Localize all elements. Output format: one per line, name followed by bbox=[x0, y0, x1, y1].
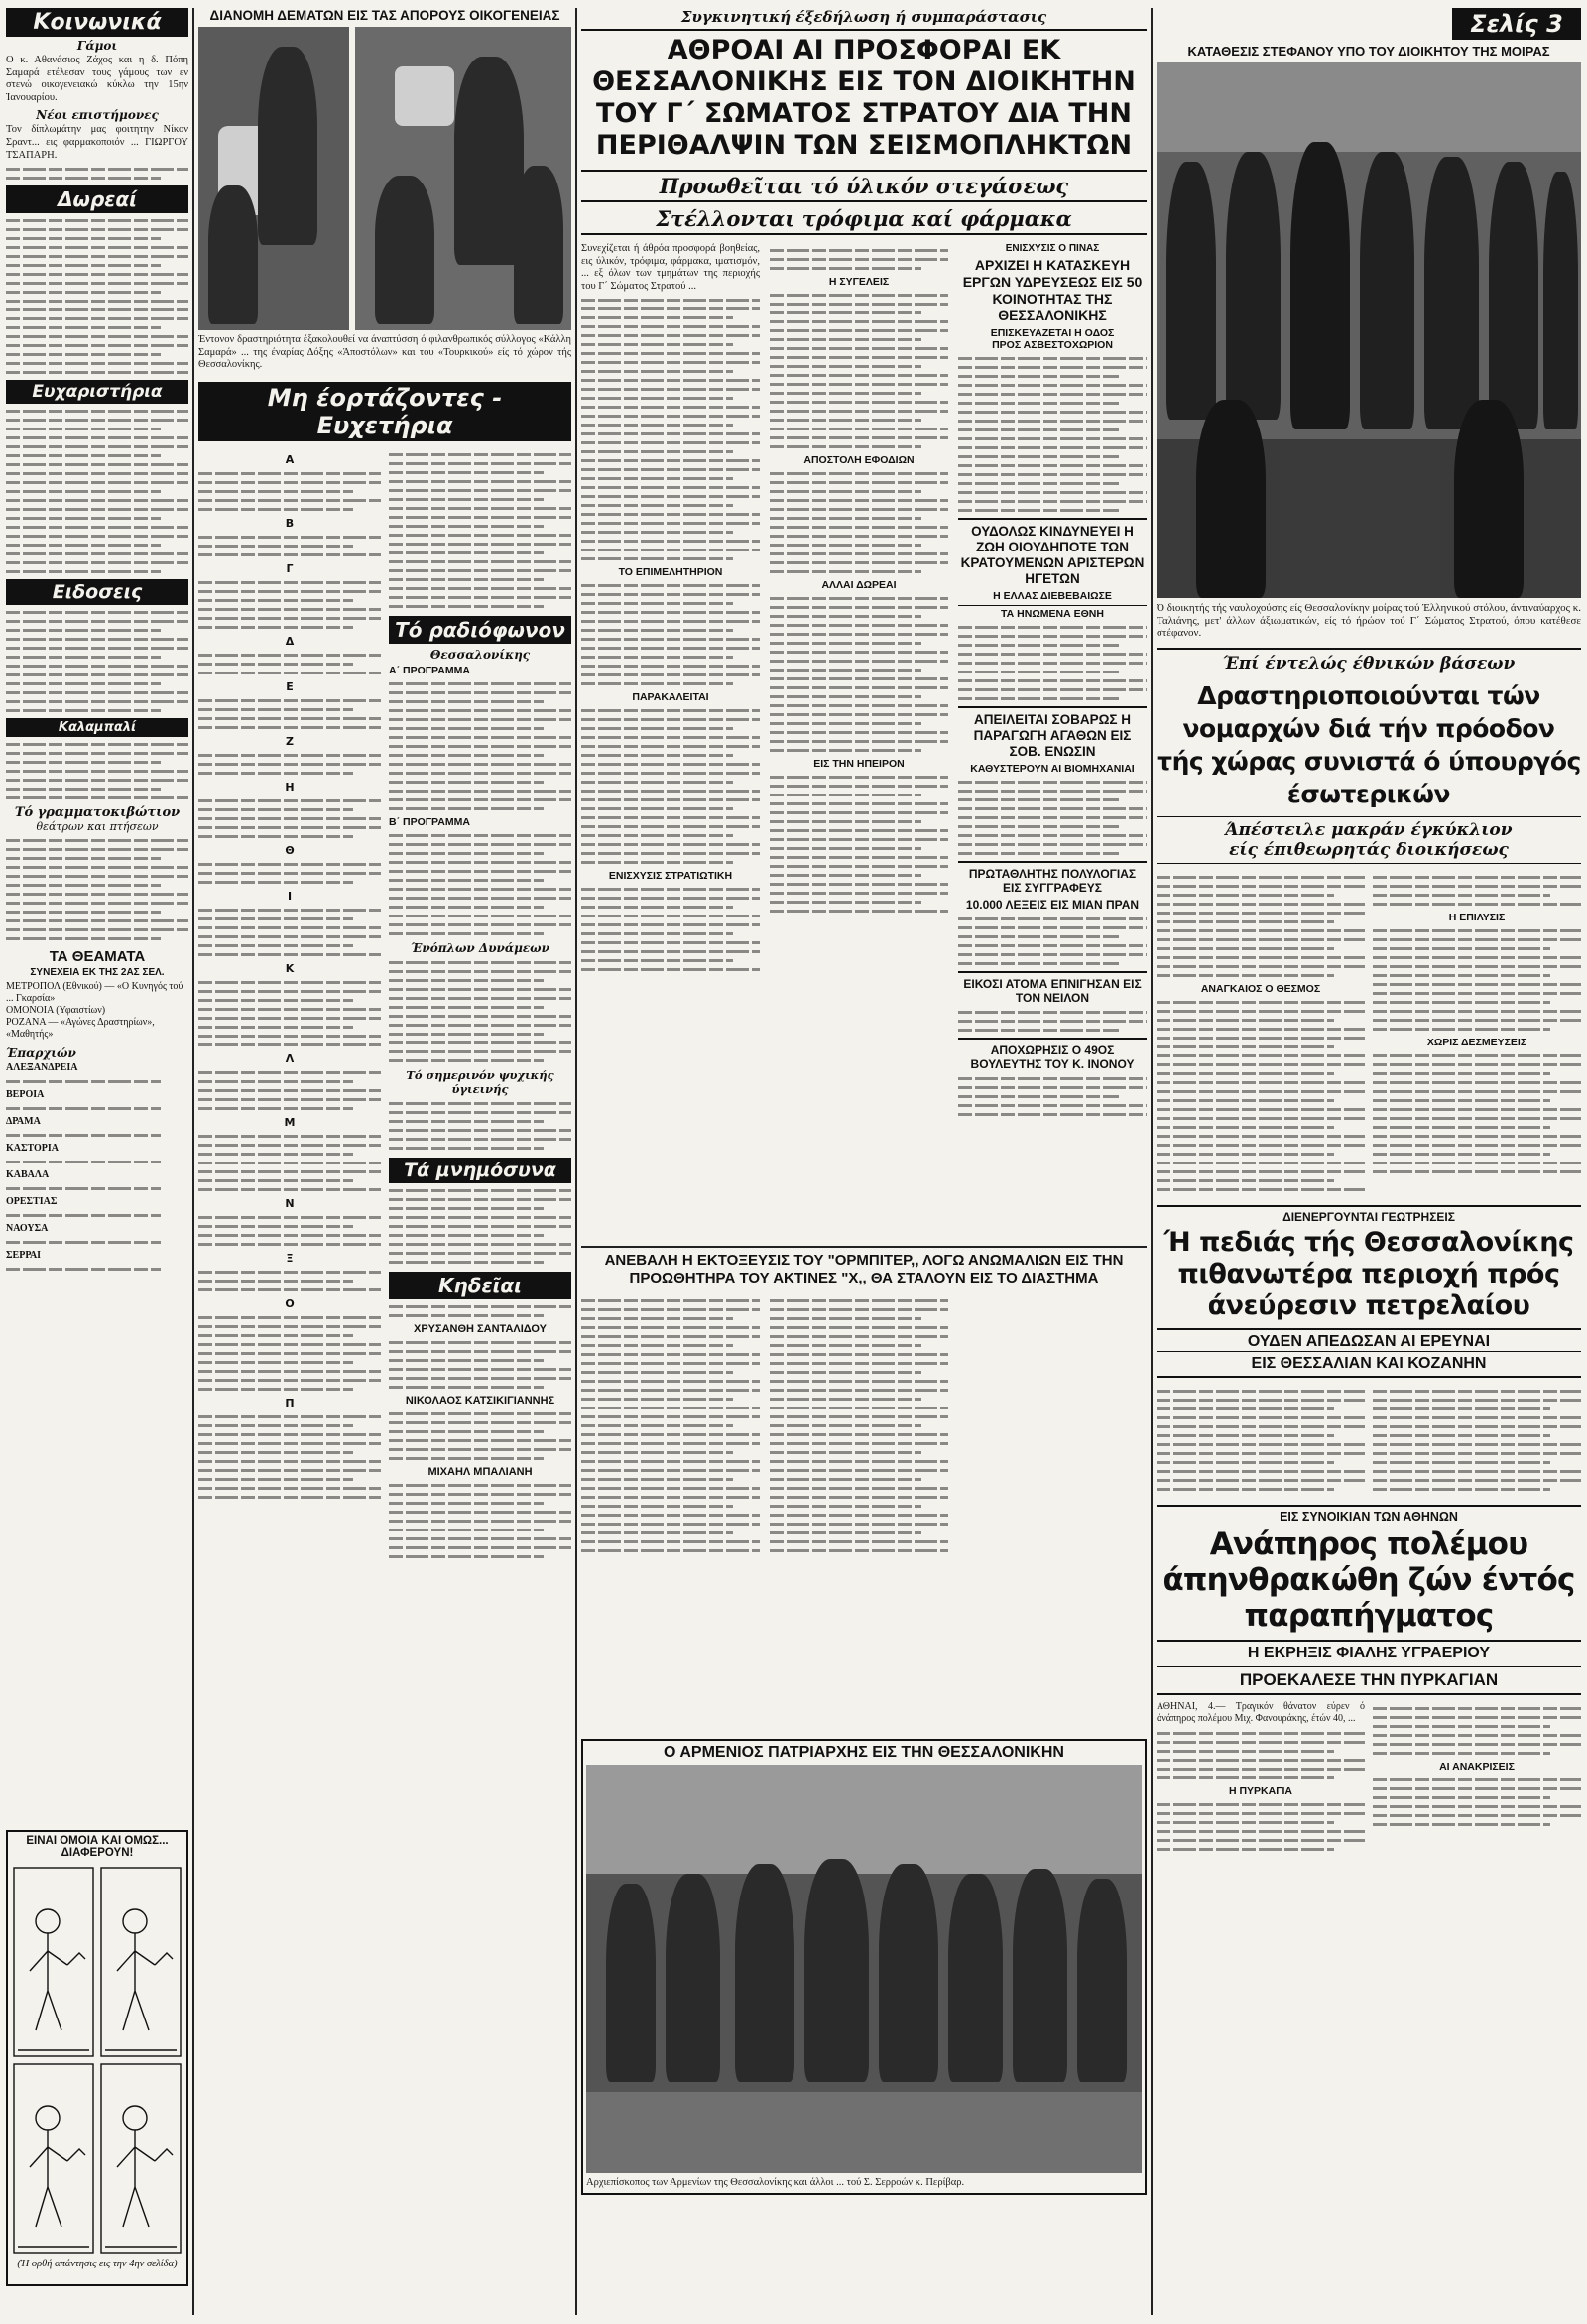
oudon-sub: ΟΥΔΕΝ ΑΠΕΔΩΣΑΝ ΑΙ ΕΡΕΥΝΑΙ bbox=[1157, 1328, 1581, 1351]
ethnikon-kicker: Έπί έντελώς έθνικών βάσεων bbox=[1157, 648, 1581, 673]
theamata-item: ΔΡΑΜΑ bbox=[6, 1116, 41, 1128]
cartoon-box bbox=[6, 1830, 188, 2286]
column-rule bbox=[575, 8, 577, 2315]
dras-headline: Δραστηριοποιούνται τών νομαρχών διά τήν πρόοδον τής χώρας συνιστά ό ύπουργός έσωτερικών bbox=[1157, 680, 1581, 808]
theamata-item: ΒΕΡΟΙΑ bbox=[6, 1089, 45, 1101]
photo-dianomi-right bbox=[355, 27, 571, 330]
orbiter-headline: ΑΝΕΒΑΛΗ Η ΕΚΤΟΞΕΥΣΙΣ ΤΟΥ "ΟΡΜΠΙΤΕΡ,, ΛΟΓΩ ΑΝΩΜΑΛΙΩΝ ΕΙΣ ΤΗΝ ΠΡΟΩΘΗΤΗΡΑ ΤΟΥ ΑΚΤΙΝΕΣ "Χ,, ΘΑ ΣΤΑΛΟΥΝ ΕΙΣ ΤΟ ΔΙΑΣΤΗΜΑ bbox=[604, 1252, 1124, 1286]
kideia-name: ΝΙΚΟΛΑΟΣ ΚΑΤΣΙΚΙΓΙΑΝΝΗΣ bbox=[405, 1394, 555, 1407]
alphabet-letter: Ι bbox=[287, 889, 293, 903]
enoplon-label: Ένόπλων Δυνάμεων bbox=[411, 940, 549, 955]
subhead-stratos: ΕΝΙΣΧΥΣΙΣ ΣΤΡΑΤΙΩΤΙΚΗ bbox=[608, 870, 733, 883]
alphabet-letter: Π bbox=[285, 1396, 295, 1409]
kideiai-header: Κηδεῖαι bbox=[389, 1272, 571, 1299]
main-subheading-2: Στέλλονται τρόφιμα καί φάρμακα bbox=[581, 206, 1147, 235]
alphabet-letter: Ο bbox=[285, 1296, 295, 1310]
sim-ygieini-label: Τό σημερινόν ψυχικής ύγιεινής bbox=[406, 1067, 554, 1096]
alphabet-letter: Μ bbox=[284, 1115, 296, 1129]
ta-theamata-title: ΤΑ ΘΕΑΜΑΤΑ bbox=[49, 948, 146, 966]
doreai-header: Δωρεαί bbox=[6, 185, 188, 213]
agenda-header: Καλαμπαλί bbox=[6, 718, 188, 737]
a-programma-label: Α΄ ΠΡΟΓΡΑΜΜΑ bbox=[389, 664, 470, 676]
alphabet-letter: Θ bbox=[285, 843, 295, 857]
alphabet-letter: Κ bbox=[285, 961, 295, 975]
column-rule bbox=[1151, 8, 1153, 2315]
story-col-b bbox=[770, 243, 948, 1122]
page-number-label: Σελίς 3 bbox=[1452, 8, 1581, 40]
theamata-item: ΑΛΕΞΑΝΔΡΕΙΑ bbox=[6, 1062, 78, 1074]
alphabet-letter: Δ bbox=[285, 634, 295, 648]
column-events bbox=[198, 8, 571, 2315]
alphabet-letter: Ξ bbox=[286, 1251, 294, 1265]
box-sub-asvestoxorion: ΠΡΟΣ ΑΣΒΕΣΤΟΧΩΡΙΟΝ bbox=[992, 339, 1113, 351]
column-rule bbox=[192, 8, 194, 2315]
armenian-patriarch-story bbox=[581, 1739, 1147, 2195]
photo-title-dianomi: ΔΙΑΝΟΜΗ ΔΕΜΑΤΩΝ ΕΙΣ ΤΑΣ ΑΠΟΡΟΥΣ ΟΙΚΟΓΕΝΕΙΑΣ bbox=[209, 8, 560, 23]
box-title-neilos: ΕΙΚΟΣΙ ΑΤΟΜΑ ΕΠΝΙΓΗΣΑΝ ΕΙΣ ΤΟΝ ΝΕΙΛΟΝ bbox=[958, 971, 1147, 1005]
theamata-item: ΡΟΖΑΝΑ — «Αγώνες Δραστηρίων», «Μαθητής» bbox=[6, 1017, 155, 1040]
koinonika-header: Κοινωνικά bbox=[6, 8, 188, 37]
theamata-item: ΟΡΕΣΤΙΑΣ bbox=[6, 1196, 58, 1208]
grammatodos-sub: θεάτρων και πτήσεων bbox=[36, 820, 159, 834]
gamoi-text: Ο κ. Αθανάσιος Ζάχος και η δ. Πόπη Σαμαρά ετέλεσαν τους γάμους των εν στενώ οικογενειακώ κύκλω την 15ην Ίανουαρίου. bbox=[6, 55, 188, 103]
photo-katathesis bbox=[1157, 62, 1581, 598]
main-headline: ΑΘΡΟΑΙ ΑΙ ΠΡΟΣΦΟΡΑΙ ΕΚ ΘΕΣΣΑΛΟΝΙΚΗΣ ΕΙΣ ΤΟΝ ΔΙΟΙΚΗΤΗΝ ΤΟΥ Γ΄ ΣΩΜΑΤΟΣ ΣΤΡΑΤΟΥ ΔΙΑ ΤΗΝ ΠΕΡΙΘΑΛΨΙΝ ΤΩΝ ΣΕΙΣΜΟΠΛΗΚΤΩΝ bbox=[592, 35, 1136, 161]
katathesis-caption: Ό διοικητής τής ναυλοχούσης είς Θεσσαλονίκην μοίρας τού Έλληνικού στόλου, άντιναύαρχος κ. Ταλιάνης, μετ' άλλων άξιωματικών, είς τό ήρώον τού Γ΄ Σώματος Στρατού, όπου κατέθεσε στέφανον. bbox=[1157, 602, 1581, 640]
eidoseis-header: Ειδοσεις bbox=[6, 579, 188, 605]
neoi-text: Τον δίπλωμάτην μας φοιτητην Νίκον Σραντ... εις φαρμακοποιόν ... ΓΙΩΡΓΟΥ ΤΣΑΠΑΡΗ. bbox=[6, 124, 188, 161]
proklese-sub: ΠΡΟΕΚΑΛΕΣΕ ΤΗΝ ΠΥΡΚΑΓΙΑΝ bbox=[1157, 1666, 1581, 1695]
anapiros-headline: Ανάπηρος πολέμου άπηνθρακώθη ζών έντός παραπήγματος bbox=[1162, 1526, 1575, 1634]
subhead-s3: Η ΣΥΓΕΛΕΙΣ bbox=[828, 276, 890, 288]
main-story-body bbox=[581, 243, 1147, 1122]
box-title-kratoumenon: ΟΥΔΟΛΩΣ ΚΙΝΔΥΝΕΥΕΙ Η ΖΩΗ ΟΙΟΥΔΗΠΟΤΕ ΤΩΝ ΚΡΑΤΟΥΜΕΝΩΝ ΑΡΙΣΤΕΡΩΝ ΗΓΕΤΩΝ bbox=[958, 518, 1147, 587]
subhead-anagkaios: ΑΝΑΓΚΑΙΟΣ Ο ΘΕΣΜΟΣ bbox=[1200, 982, 1321, 995]
dienergountai-kicker: ΔΙΕΝΕΡΓΟΥΝΤΑΙ ΓΕΩΤΡΗΣΕΙΣ bbox=[1157, 1205, 1581, 1224]
box-title-vouleutis: ΑΠΟΧΩΡΗΣΙΣ Ο 49ΟΣ ΒΟΥΛΕΥΤΗΣ ΤΟΥ Κ. ΙΝΟΝΟΥ bbox=[958, 1038, 1147, 1071]
theamata-item: ΚΑΒΑΛΑ bbox=[6, 1169, 50, 1181]
theamata-item: ΜΕΤΡΟΠΟΛ (Εθνικού) — «Ο Κυνηγός τού ... Γκαρσία» bbox=[6, 981, 183, 1005]
photo-caption-dianomi: Έντονον δραστηριότητα έξακολουθεί να άναπτύσση ό φιλανθρωπικός σύλλογος «Κάλλη Σαμαρά» ... της έναρίας Δόξης «Άποστόλων» και του «Τουρκικού» είς τό χώρον τής Θεσσαλονίκης. bbox=[198, 334, 571, 371]
kideia-name: ΧΡΥΣΑΝΘΗ ΣΑΝΤΑΛΙΔΟΥ bbox=[414, 1322, 547, 1335]
box-title-ydreuseos: ΑΡΧΙΖΕΙ Η ΚΑΤΑΣΚΕΥΗ ΕΡΓΩΝ ΥΔΡΕΥΣΕΩΣ ΕΙΣ 50 ΚΟΙΝΟΤΗΤΑΣ ΤΗΣ ΘΕΣΣΑΛΟΝΙΚΗΣ bbox=[962, 257, 1143, 323]
theamata-item: ΟΜΟΝΟΙΑ (Υφαιστίων) bbox=[6, 1005, 106, 1017]
main-subheading-1: Προωθεῖται τό ύλικόν στεγάσεως bbox=[581, 170, 1147, 202]
story-col-c bbox=[958, 243, 1147, 1122]
box-sub-ellas: Η ΕΛΛΑΣ ΔΙΕΒΕΒΑΙΩΣΕ bbox=[993, 590, 1112, 602]
eucharistiria-header: Ευχαριστήρια bbox=[6, 380, 188, 404]
eortazontes-left-col bbox=[198, 447, 381, 1564]
theamata-item: ΚΑΣΤΟΡΙΑ bbox=[6, 1143, 60, 1155]
alphabet-letter: Ν bbox=[285, 1196, 295, 1210]
story-lead-paragraph: Συνεχίζεται ή άθρόα προσφορά βοηθείας, εις ύλικόν, τρόφιμα, φάρμακα, ιματισμόν, ... εξ όλων των τμημάτων της περιοχής του Γ΄ Σώματος Στρατού ... bbox=[581, 243, 760, 292]
subhead-anakriseis: ΑΙ ΑΝΑΚΡΙΣΕΙΣ bbox=[1439, 1760, 1515, 1773]
armenian-caption: Αρχιεπίσκοπος των Αρμενίων της Θεσσαλονίκης και άλλοι ... τού Σ. Σερροών κ. Περίβαρ. bbox=[586, 2177, 965, 2188]
box-sub-odos: ΕΠΙΣΚΕΥΑΖΕΤΑΙ Η ΟΔΟΣ bbox=[990, 327, 1115, 339]
mi-eortazontes-header: Μη έορτάζοντες - Ευχετήρια bbox=[198, 382, 571, 441]
katathesis-title: ΚΑΤΑΘΕΣΙΣ ΣΤΕΦΑΝΟΥ ΥΠΟ ΤΟΥ ΔΙΟΙΚΗΤΟΥ ΤΗΣ ΜΟΙΡΑΣ bbox=[1187, 44, 1550, 59]
sinecheia-note: ΣΥΝΕΧΕΙΑ ΕΚ ΤΗΣ 2ΑΣ ΣΕΛ. bbox=[30, 967, 165, 979]
orbiter-story bbox=[581, 1246, 1147, 1558]
story-col-a bbox=[581, 243, 760, 1122]
gamoi-label: Γάμοι bbox=[76, 39, 118, 53]
box-sub-viomixaniai: ΚΑΘΥΣΤΕΡΟΥΝ ΑΙ ΒΙΟΜΗΧΑΝΙΑΙ bbox=[970, 763, 1135, 775]
eortazontes-right-col bbox=[389, 447, 571, 1564]
kideia-name: ΜΙΧΑΗΛ ΜΠΑΛΙΑΝΗ bbox=[427, 1465, 533, 1478]
story-kicker: Συγκινητική έξεδήλωση ή συμπαράστασις bbox=[581, 8, 1147, 31]
cartoon-illustration bbox=[8, 1862, 186, 2259]
eis-epitheorites-sub: είς έπιθεωρητάς διοικήσεως bbox=[1157, 840, 1581, 864]
photo-dianomi-left bbox=[198, 27, 349, 330]
alphabet-letter: Η bbox=[285, 780, 295, 794]
subhead-allai: ΑΛΛΑΙ ΔΩΡΕΑΙ bbox=[821, 579, 897, 591]
subhead-apostoli: ΑΠΟΣΤΟΛΗ ΕΦΟΔΙΩΝ bbox=[803, 454, 915, 466]
neoi-label: Νέοι επιστήμονες bbox=[36, 108, 159, 123]
subhead-epilusis: Η ΕΠΙΛΥΣΙΣ bbox=[1448, 911, 1506, 923]
subhead-parakaleite: ΠΑΡΑΚΑΛΕΙΤΑΙ bbox=[632, 691, 709, 704]
ekriksis-sub: Η ΕΚΡΗΞΙΣ ΦΙΑΛΗΣ ΥΓΡΑΕΡΙΟΥ bbox=[1157, 1640, 1581, 1662]
synoikian-kicker: ΕΙΣ ΣΥΝΟΙΚΙΑΝ ΤΩΝ ΑΘΗΝΩΝ bbox=[1157, 1505, 1581, 1524]
dras-story-body bbox=[1157, 870, 1581, 1197]
ta-mnimosyna-header: Τά μνημόσυνα bbox=[389, 1158, 571, 1183]
box-title-lekseis: 10.000 ΛΕΞΕΙΣ ΕΙΣ ΜΙΑΝ ΠΡΑΝ bbox=[965, 898, 1140, 912]
alphabet-letter: Ε bbox=[286, 679, 294, 693]
column-right bbox=[1157, 8, 1581, 2315]
to-radiofonon-header: Τό ραδιόφωνον bbox=[389, 616, 571, 644]
box-enisxysis-kicker: ΕΝΙΣΧΥΣΙΣ Ο ΠΙΝΑΣ bbox=[1005, 243, 1100, 254]
box-title-paragogi: ΑΠΕΙΛΕΙΤΑΙ ΣΟΒΑΡΩΣ Η ΠΑΡΑΓΩΓΗ ΑΓΑΘΩΝ ΕΙΣ ΣΟΒ. ΕΝΩΣΙΝ bbox=[958, 706, 1147, 760]
alphabet-letter: Λ bbox=[285, 1051, 295, 1065]
alphabet-letter: Ζ bbox=[286, 734, 294, 748]
apesteile-sub: Άπέστειλε μακράν έγκύκλιον bbox=[1157, 816, 1581, 840]
grammatodos-label: Τό γραμματοκιβώτιον bbox=[14, 805, 181, 821]
athinai-dateline: ΑΘΗΝΑΙ, 4.— Τραγικόν θάνατον εύρεν ό άνάπηρος πολέμου Μιχ. Φανουράκης, έτών 40, ... bbox=[1157, 1700, 1365, 1725]
b-programma-label: Β΄ ΠΡΟΓΡΑΜΜΑ bbox=[389, 815, 470, 828]
eis-thess-koz-sub: ΕΙΣ ΘΕΣΣΑΛΙΑΝ ΚΑΙ ΚΟΖΑΝΗΝ bbox=[1157, 1351, 1581, 1378]
photo-armenian-patriarch bbox=[586, 1765, 1142, 2173]
theamata-item: ΝΑΟΥΣΑ bbox=[6, 1223, 49, 1235]
armenian-title: Ο ΑΡΜΕΝΙΟΣ ΠΑΤΡΙΑΡΧΗΣ ΕΙΣ ΤΗΝ ΘΕΣΣΑΛΟΝΙΚΗΝ bbox=[664, 1744, 1064, 1761]
subhead-ipeiros: ΕΙΣ ΤΗΝ ΗΠΕΙΡΟΝ bbox=[813, 758, 905, 770]
subhead-pyrkagia: Η ΠΥΡΚΑΓΙΑ bbox=[1228, 1784, 1293, 1797]
neftiko-headline: Ή πεδιάς τής Θεσσαλονίκης πιθανωτέρα περιοχή πρός άνεύρεσιν πετρελαίου bbox=[1163, 1226, 1574, 1321]
alphabet-letter: Β bbox=[285, 516, 295, 530]
alphabet-letter: Α bbox=[285, 452, 295, 466]
cartoon-title: ΕΙΝΑΙ ΟΜΟΙΑ ΚΑΙ ΟΜΩΣ... ΔΙΑΦΕΡΟΥΝ! bbox=[26, 1835, 169, 1859]
eparchion-label: Έπαρχιών bbox=[6, 1046, 76, 1061]
thessalonikis-label: Θεσσαλονίκης bbox=[429, 647, 531, 662]
theamata-item: ΣΕΡΡΑΙ bbox=[6, 1250, 42, 1262]
alphabet-letter: Γ bbox=[286, 561, 294, 575]
subhead-epimelitirion: ΤΟ ΕΠΙΜΕΛΗΤΗΡΙΟΝ bbox=[618, 566, 723, 579]
subhead-xoris: ΧΩΡΙΣ ΔΕΣΜΕΥΣΕΙΣ bbox=[1426, 1036, 1527, 1048]
box-title-polylogia: ΠΡΩΤΑΘΛΗΤΗΣ ΠΟΛΥΛΟΓΙΑΣ ΕΙΣ ΣΥΓΓΡΑΦΕΥΣ bbox=[958, 861, 1147, 895]
cartoon-answer-note: (Ή ορθή απάντησις εις την 4ην σελίδα) bbox=[17, 2259, 178, 2269]
box-sub-ethni: ΤΑ ΗΝΩΜΕΝΑ ΕΘΝΗ bbox=[958, 605, 1147, 620]
